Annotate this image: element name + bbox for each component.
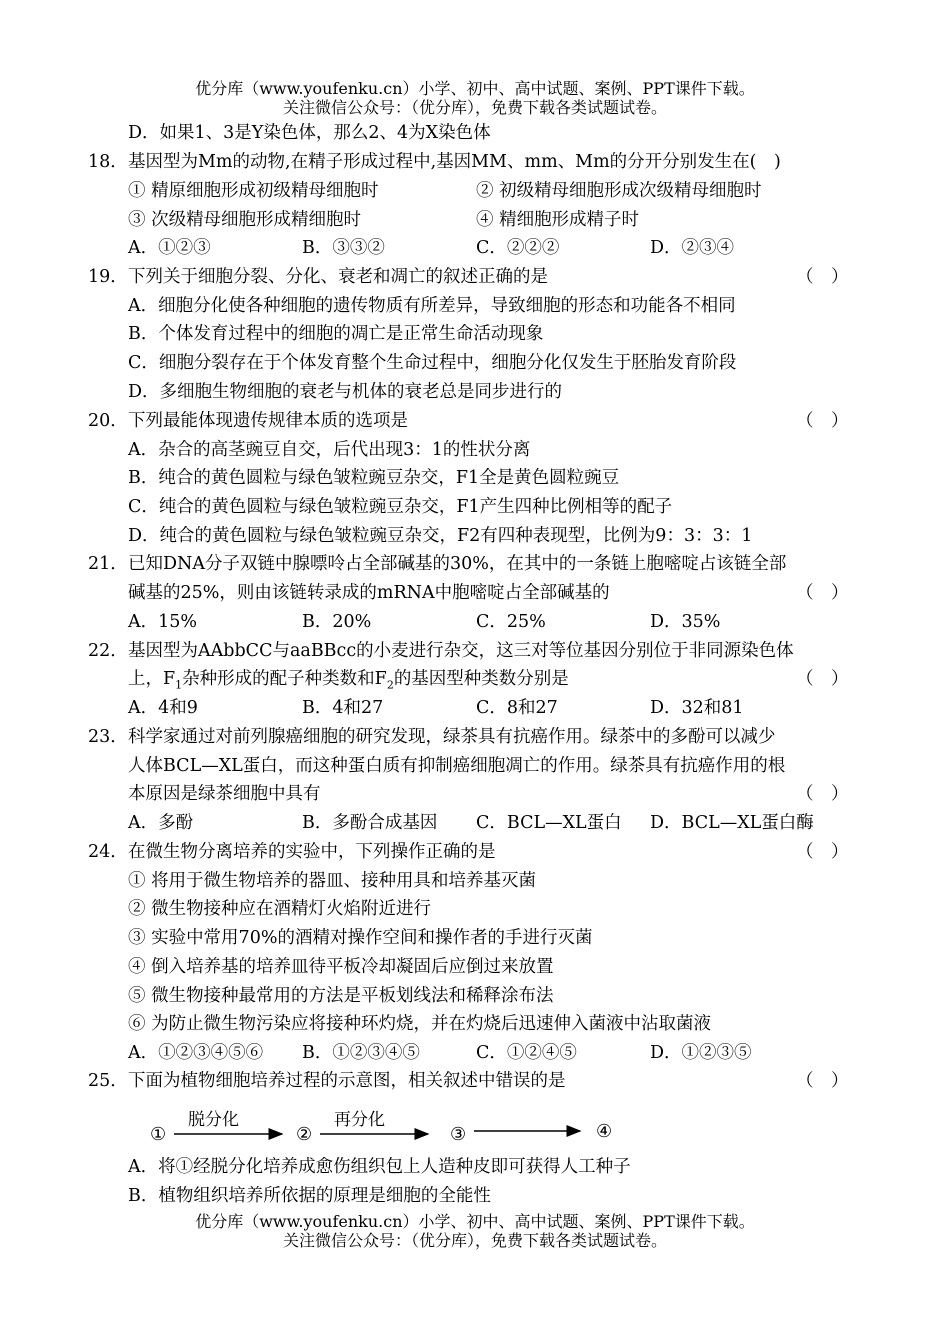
q18-statement-4: ④ 精细胞形成精子时 <box>476 210 640 230</box>
q20-option-c: C．纯合的黄色圆粒与绿色皱粒豌豆杂交，F1产生四种比例相等的配子 <box>128 497 673 517</box>
q24-statement-2: ② 微生物接种应在酒精灯火焰附近进行 <box>128 899 432 919</box>
q24-statement-5: ⑤ 微生物接种最常用的方法是平板划线法和稀释涂布法 <box>128 986 554 1006</box>
q20-answer-blank: （ ） <box>796 411 849 431</box>
q22-stem-part-a: 上，F <box>128 669 176 689</box>
q25-option-b: B．植物组织培养所依据的原理是细胞的全能性 <box>128 1186 491 1206</box>
q19-option-c: C．细胞分裂存在于个体发育整个生命过程中，细胞分化仅发生于胚胎发育阶段 <box>128 353 737 373</box>
q21-stem-line-1: 已知DNA分子双链中腺嘌呤占全部碱基的30%，在其中的一条链上胞嘧啶占该链全部 <box>128 554 787 574</box>
q21-answer-blank: （ ） <box>796 583 849 603</box>
q18-option-d: D．②③④ <box>650 238 735 258</box>
q24-option-d: D．①②③⑤ <box>650 1043 752 1063</box>
q22-stem-line-2 <box>128 668 569 697</box>
q18-number: 18． <box>88 152 128 172</box>
diagram-label-dedifferentiation: 脱分化 <box>188 1110 239 1130</box>
footer-line-2: 关注微信公众号：（优分库），免费下载各类试题试卷。 <box>282 1231 667 1250</box>
header-line-2: 关注微信公众号：（优分库），免费下载各类试题试卷。 <box>282 98 667 117</box>
q22-number: 22． <box>88 641 128 661</box>
q25-stem: 下面为植物细胞培养过程的示意图，相关叙述中错误的是 <box>128 1071 566 1091</box>
q24-statement-1: ① 将用于微生物培养的器皿、接种用具和培养基灭菌 <box>128 871 537 891</box>
q22-stem-line-1: 基因型为AAbbCC与aaBBcc的小麦进行杂交，这三对等位基因分别位于非同源染色体 <box>128 641 794 661</box>
diagram-node-3: ③ <box>450 1124 467 1145</box>
q23-option-c: C．BCL—XL蛋白 <box>476 813 622 833</box>
q20-option-d: D．纯合的黄色圆粒与绿色皱粒豌豆杂交，F2有四种表现型，比例为9：3：3：1 <box>128 526 753 546</box>
q21-stem-line-2: 碱基的25%，则由该链转录成的mRNA中胞嘧啶占全部碱基的 <box>128 583 610 603</box>
q24-option-c: C．①②④⑤ <box>476 1043 577 1063</box>
q24-stem: 在微生物分离培养的实验中，下列操作正确的是 <box>128 842 496 862</box>
q22-stem-part-b: 杂种形成的配子种类数和F <box>182 669 387 689</box>
q19-number: 19． <box>88 267 128 287</box>
diagram-node-2: ② <box>296 1124 313 1145</box>
q22-subscript-1: 1 <box>175 678 183 692</box>
q23-option-a: A．多酚 <box>128 813 194 833</box>
diagram-node-4: ④ <box>596 1121 613 1142</box>
q20-number: 20． <box>88 411 128 431</box>
q24-answer-blank: （ ） <box>796 842 849 862</box>
q20-option-a: A．杂合的高茎豌豆自交，后代出现3：1的性状分离 <box>128 440 531 460</box>
q23-answer-blank: （ ） <box>796 784 849 804</box>
footer-line-1: 优分库（www.youfenku.cn）小学、初中、高中试题、案例、PPT课件下载。 <box>195 1212 755 1231</box>
q24-number: 24． <box>88 842 128 862</box>
diagram-node-1: ① <box>150 1124 167 1145</box>
q18-statement-3: ③ 次级精母细胞形成精细胞时 <box>128 210 362 230</box>
q24-statement-6: ⑥ 为防止微生物污染应将接种环灼烧，并在灼烧后迅速伸入菌液中沾取菌液 <box>128 1014 712 1034</box>
q24-option-b: B．①②③④⑤ <box>302 1043 420 1063</box>
diagram-label-redifferentiation: 再分化 <box>334 1110 385 1130</box>
q21-option-d: D．35% <box>650 612 721 632</box>
q21-option-c: C．25% <box>476 612 546 632</box>
q23-option-d: D．BCL—XL蛋白酶 <box>650 813 814 833</box>
q18-option-c: C．②②② <box>476 238 560 258</box>
q21-number: 21． <box>88 554 128 574</box>
q24-option-a: A．①②③④⑤⑥ <box>128 1043 264 1063</box>
q23-number: 23． <box>88 727 128 747</box>
q17-option-d: D．如果1、3是Y染色体，那么2、4为X染色体 <box>128 123 491 143</box>
q25-option-a: A．将①经脱分化培养成愈伤组织包上人造种皮即可获得人工种子 <box>128 1157 631 1177</box>
q23-stem-line-2: 人体BCL—XL蛋白，而这种蛋白质有抑制癌细胞凋亡的作用。绿茶具有抗癌作用的根 <box>128 756 786 776</box>
q20-stem: 下列最能体现遗传规律本质的选项是 <box>128 411 408 431</box>
q23-option-b: B．多酚合成基因 <box>302 813 438 833</box>
q22-option-c: C．8和27 <box>476 698 558 718</box>
q18-statement-1: ① 精原细胞形成初级精母细胞时 <box>128 181 379 201</box>
q18-option-a: A．①②③ <box>128 238 211 258</box>
q25-answer-blank: （ ） <box>796 1071 849 1091</box>
q21-option-b: B．20% <box>302 612 372 632</box>
q22-option-a: A．4和9 <box>128 698 198 718</box>
q19-option-d: D．多细胞生物细胞的衰老与机体的衰老总是同步进行的 <box>128 382 563 402</box>
q20-option-b: B．纯合的黄色圆粒与绿色皱粒豌豆杂交，F1全是黄色圆粒豌豆 <box>128 468 620 488</box>
q22-option-d: D．32和81 <box>650 698 744 718</box>
q18-statement-2: ② 初级精母细胞形成次级精母细胞时 <box>476 181 762 201</box>
q18-stem: 基因型为Mm的动物,在精子形成过程中,基因MM、mm、Mm的分开分别发生在( ) <box>128 152 781 172</box>
q23-stem-line-1: 科学家通过对前列腺癌细胞的研究发现，绿茶具有抗癌作用。绿茶中的多酚可以减少 <box>128 727 776 747</box>
header-line-1: 优分库（www.youfenku.cn）小学、初中、高中试题、案例、PPT课件下载。 <box>195 79 755 98</box>
q22-stem-part-c: 的基因型种类数分别是 <box>393 669 569 689</box>
tissue-culture-diagram <box>140 1100 640 1150</box>
q19-answer-blank: （ ） <box>796 267 849 287</box>
q25-number: 25． <box>88 1071 128 1091</box>
q24-statement-4: ④ 倒入培养基的培养皿待平板冷却凝固后应倒过来放置 <box>128 957 554 977</box>
q18-option-b: B．③③② <box>302 238 385 258</box>
q24-statement-3: ③ 实验中常用70%的酒精对操作空间和操作者的手进行灭菌 <box>128 928 593 948</box>
q21-option-a: A．15% <box>128 612 198 632</box>
q19-option-a: A．细胞分化使各种细胞的遗传物质有所差异，导致细胞的形态和功能各不相同 <box>128 296 736 316</box>
q23-stem-line-3: 本原因是绿茶细胞中具有 <box>128 784 321 804</box>
q22-answer-blank: （ ） <box>796 669 849 689</box>
q22-subscript-2: 2 <box>386 678 394 692</box>
q22-option-b: B．4和27 <box>302 698 384 718</box>
q19-option-b: B．个体发育过程中的细胞的凋亡是正常生命活动现象 <box>128 324 544 344</box>
q19-stem: 下列关于细胞分裂、分化、衰老和凋亡的叙述正确的是 <box>128 267 548 287</box>
